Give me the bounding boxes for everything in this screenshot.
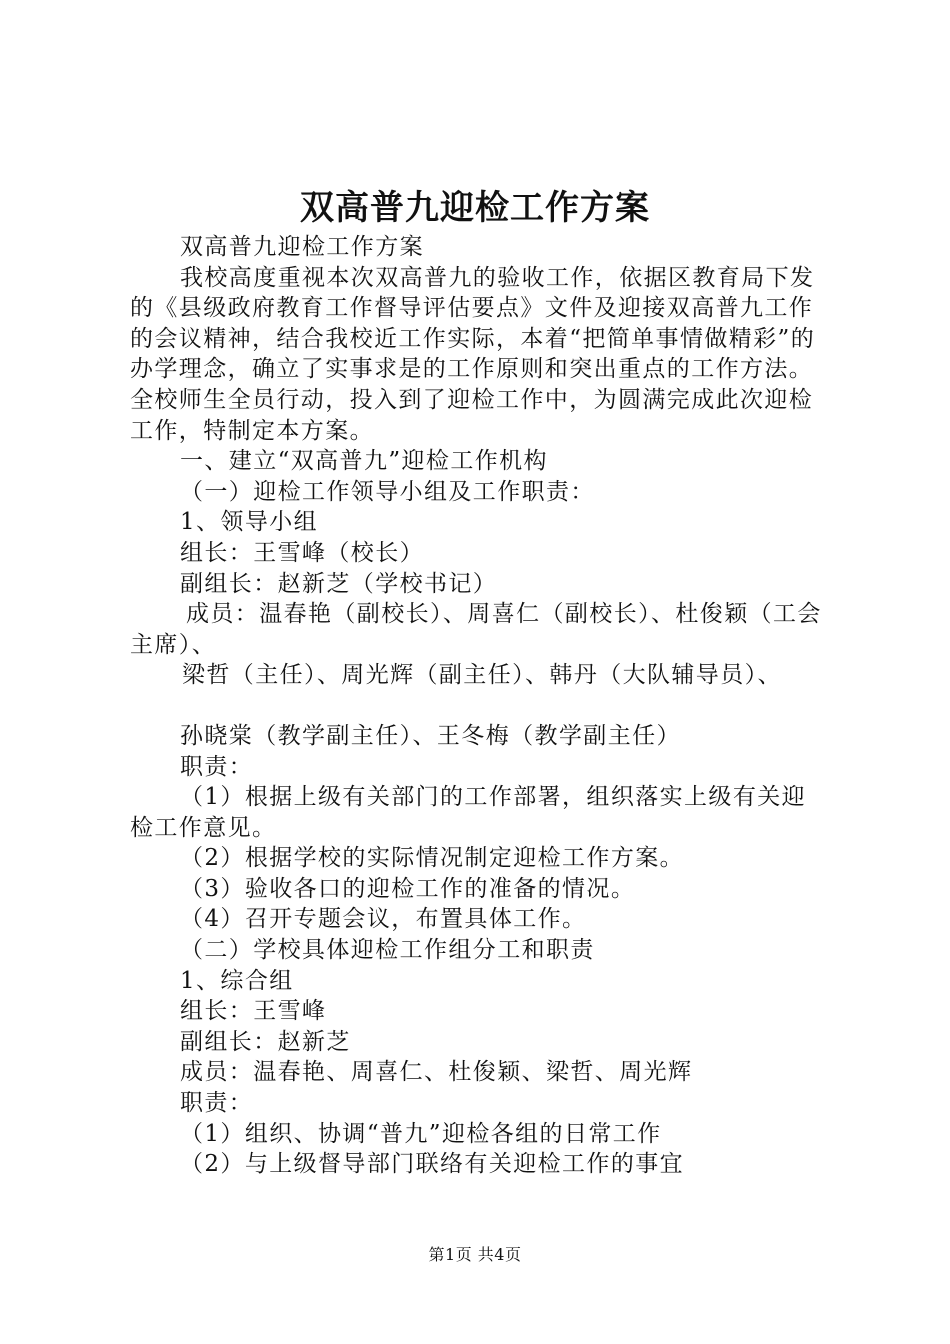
general-leader-line: 组长：王雪峰 bbox=[180, 998, 327, 1025]
duty-item-1: （1）根据上级有关部门的工作部署，组织落实上级有关迎检工作意见。 bbox=[130, 784, 807, 841]
subtitle-paragraph: 双高普九迎检工作方案 bbox=[180, 234, 424, 260]
general-deputy-line: 副组长：赵新芝 bbox=[180, 1028, 351, 1055]
duty-item-3: （3）验收各口的迎检工作的准备的情况。 bbox=[180, 875, 636, 902]
document-body bbox=[130, 232, 830, 1180]
document-title: 双高普九迎检工作方案 bbox=[300, 188, 650, 228]
members-line-1: 成员：温春艳（副校长）、周喜仁（副校长）、杜俊颖（工会主席）、 bbox=[130, 601, 822, 658]
general-duty-item-1: （1）组织、协调“普九”迎检各组的日常工作 bbox=[180, 1120, 662, 1147]
duty-item-2: （2）根据学校的实际情况制定迎检工作方案。 bbox=[180, 845, 685, 872]
general-members-line: 成员：温春艳、周喜仁、杜俊颖、梁哲、周光辉 bbox=[180, 1059, 693, 1086]
members-line-2: 梁哲（主任）、周光辉（副主任）、韩丹（大队辅导员）、 bbox=[182, 662, 782, 689]
duty-item-4: （4）召开专题会议，布置具体工作。 bbox=[180, 906, 587, 933]
subsection-heading-1: （一）迎检工作领导小组及工作职责： bbox=[180, 478, 595, 505]
duties-label-2: 职责： bbox=[180, 1090, 254, 1117]
section-heading-1: 一、建立“双高普九”迎检工作机构 bbox=[180, 448, 548, 475]
blank-line bbox=[130, 691, 830, 721]
page-number-footer: 第1页 共4页 bbox=[428, 1245, 522, 1264]
item-heading-general-group: 1、综合组 bbox=[180, 967, 294, 994]
leader-line: 组长：王雪峰（校长） bbox=[180, 539, 424, 566]
intro-paragraph: 我校高度重视本次双高普九的验收工作，依据区教育局下发的《县级政府教育工作督导评估要点》文件及迎接双高普九工作的会议精神，结合我校近工作实际，本着“把简单事情做精彩”的办学理念，确立了实事求是的工作原则和突出重点的工作方法。全校师生全员行动，投入到了迎检工作中，为圆满完成此次迎检工作，特制定本方案。 bbox=[130, 264, 816, 444]
subsection-heading-2: （二）学校具体迎检工作组分工和职责 bbox=[180, 937, 595, 964]
deputy-leader-line: 副组长：赵新芝（学校书记） bbox=[180, 570, 498, 597]
general-duty-item-2: （2）与上级督导部门联络有关迎检工作的事宜 bbox=[180, 1151, 685, 1178]
duties-label-1: 职责： bbox=[180, 753, 254, 780]
item-heading-leadership-group: 1、领导小组 bbox=[180, 509, 319, 536]
members-line-3: 孙晓棠（教学副主任）、王冬梅（教学副主任） bbox=[180, 722, 681, 749]
